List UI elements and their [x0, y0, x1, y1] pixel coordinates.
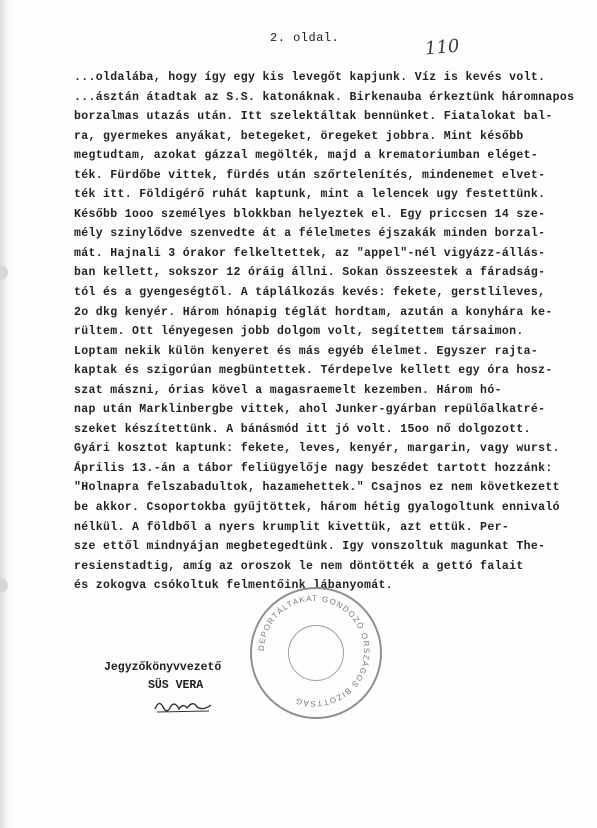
text-line: tól és a gyengeségtől. A táplálkozás kevés: fekete, gerstlileves, [74, 286, 546, 300]
text-line: mély szinylődve szenvedte át a félelmetes éjszakák minden borzal- [74, 227, 546, 241]
text-line: mát. Hajnali 3 órakor felkeltettek, az "appel"-nél vigyázz-állás- [74, 246, 546, 260]
text-line: 2o dkg kenyér. Három hónapig téglát hordtam, azután a konyhára ke- [74, 305, 553, 319]
text-line: ...oldalába, hogy így egy kis levegőt kapjunk. Víz is kevés volt. [74, 71, 546, 84]
text-line: és zokogva csókoltuk felmentőink lábanyomát. [74, 579, 394, 593]
stamp-inner-circle [288, 625, 344, 681]
page-header: 2. oldal. [270, 31, 340, 45]
handwritten-page-number: 110 [424, 35, 461, 60]
testimony-body [74, 68, 582, 596]
signature-block [104, 661, 221, 697]
text-line: Loptam nekik külön kenyeret és más egyéb élelmet. Egyszer rajta- [74, 344, 539, 358]
text-line: Április 13.-án a tábor feliügyelője nagy beszédet tartott hozzánk: [74, 461, 553, 475]
text-line: ban kellett, sokszor 12 óráig állni. Sokan összeestek a fáradság- [74, 266, 546, 280]
text-line: ték. Fürdőbe vittek, fürdés után szőrtelenítés, mindenemet elvet- [74, 168, 546, 182]
text-line: borzalmas utazás után. Itt szelektáltak bennünket. Fiatalokat bal- [74, 110, 553, 124]
text-line: ...ásztán átadtak az S.S. katonáknak. Birkenauba érkeztünk háromnapos [74, 90, 575, 104]
text-line: Gyári kosztot kaptunk: fekete, leves, kenyér, margarin, vagy wurst. [74, 442, 560, 456]
text-line: megtudtam, azokat gázzal megölték, majd a krematoriumban eléget- [74, 149, 539, 163]
text-line: Később 1ooo személyes blokkban helyeztek el. Egy priccsen 14 sze- [74, 207, 546, 221]
text-line: ra, gyermekes anyákat, betegeket, öregeket jobbra. Mint később [74, 129, 524, 143]
text-line: szeket készítettünk. A bánásmód itt jó volt. 15oo nő dolgozott. [74, 422, 531, 436]
text-line: sze ettől mindnyájan megbetegedtünk. Igy vonszoltuk magunkat The- [74, 540, 546, 554]
text-line: nélkül. A földből a nyers krumplit kivettük, azt ettük. Per- [74, 520, 510, 534]
svg-text:DEPORTÁLTAKAT GONDOZÓ ORSZÁGOS: DEPORTÁLTAKAT GONDOZÓ ORSZÁGOS BIZOTTSÁG [256, 593, 372, 709]
text-line: kaptak és szigorúan megbüntettek. Térdepelve kellett egy óra hosz- [74, 364, 553, 378]
handwritten-signature [153, 697, 213, 715]
text-line: szat mászni, órias kövel a magasraemelt kezemben. Három hó- [74, 383, 502, 397]
text-line: ték itt. Földigérő ruhát kaptunk, mint a lelencek ugy festettünk. [74, 188, 546, 202]
degob-stamp [250, 587, 382, 719]
text-line: nap után Marklinbergbe vittek, ahol Junker-gyárban repülőalkatré- [74, 403, 546, 417]
text-line: "Holnapra felszabadultok, hazamehettek." Csajnos ez nem következett [74, 481, 560, 495]
text-line: rültem. Ott lényegesen jobb dolgom volt, segítettem társaimon. [74, 325, 524, 339]
text-line: be akkor. Csoportokba gyűjtöttek, három hétig gyalogoltunk ennivaló [74, 501, 560, 515]
text-line: resienstadtig, amíg az oroszok le nem döntötték a gettó falait [74, 559, 524, 573]
signature-name: SÜS VERA [148, 679, 204, 692]
signature-role: Jegyzőkönyvvezető [104, 661, 222, 674]
scan-edge-shadow [0, 0, 10, 828]
